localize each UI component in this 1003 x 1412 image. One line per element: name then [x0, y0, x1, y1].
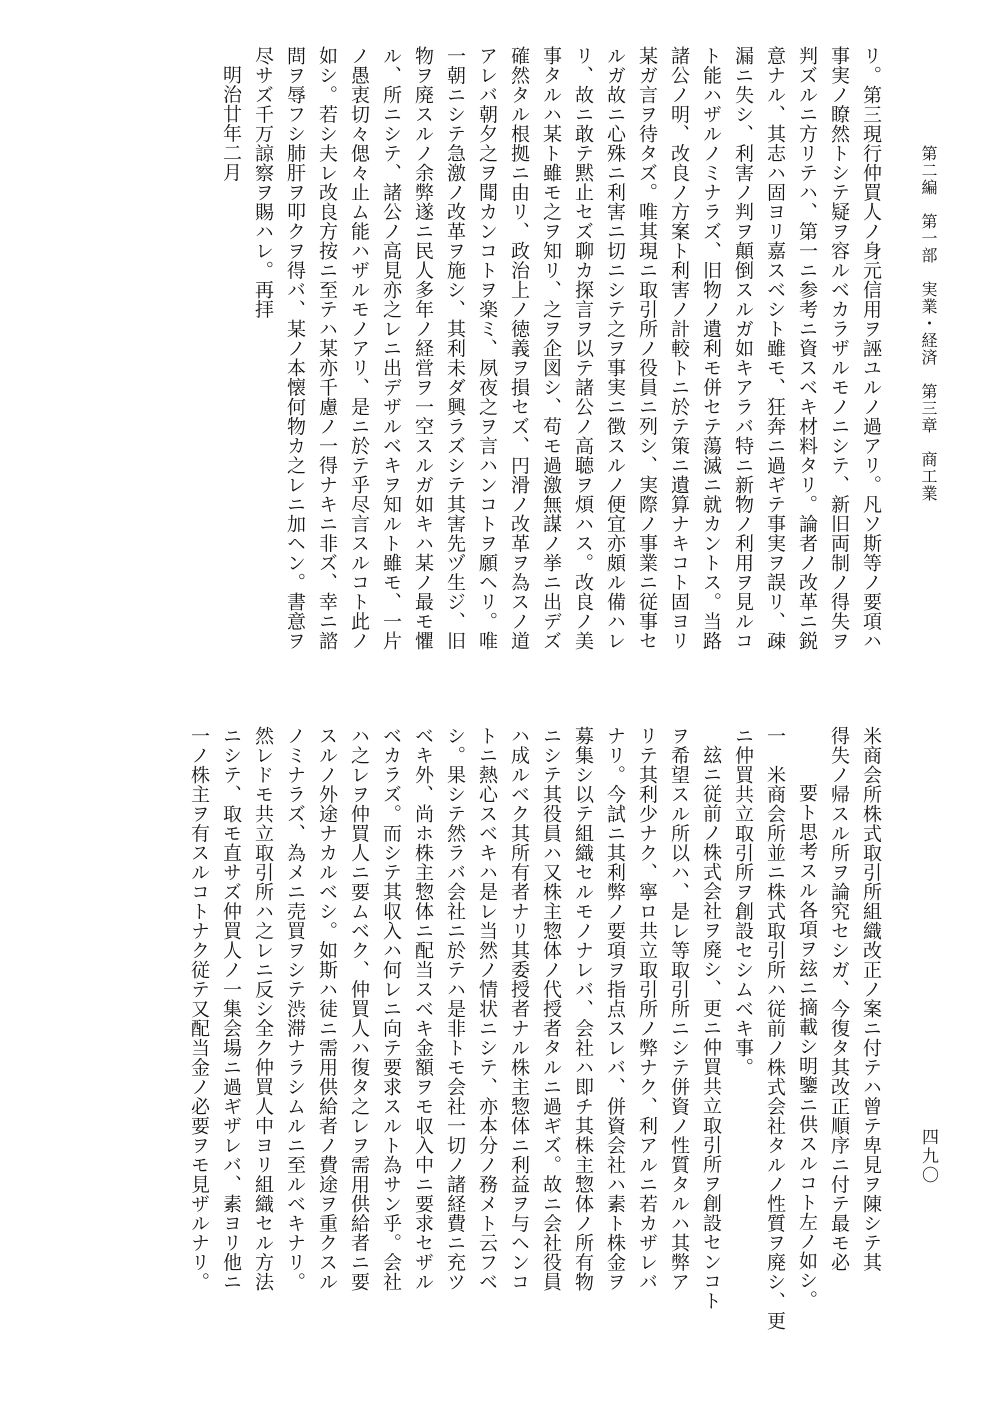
- text-column: リテ其利少ナク、寧ロ共立取引所ノ弊ナク、利アルニ若カザレバ: [636, 726, 658, 1292]
- text-column: 得失ノ帰スル所ヲ論究セシガ、今復タ其改正順序ニ付テ最モ必: [828, 726, 850, 1272]
- text-column: 如シ。若シ夫レ改良方按ニ至テハ某亦千慮ノ一得ナキニ非ズ、幸ニ諮: [316, 46, 338, 651]
- text-column: 事実ノ瞭然トシテ疑ヲ容ルベカラザルモノニシテ、新旧両制ノ得失ヲ: [828, 46, 850, 651]
- text-column: ニシテ、取モ直サズ仲買人ノ一集会場ニ過ギザレバ、素ヨリ他ニ: [220, 726, 242, 1292]
- text-column: 意ナル、其志ハ固ヨリ嘉スベシト雖モ、狂奔ニ過ギテ事実ヲ誤リ、疎: [764, 46, 786, 651]
- list-item-heading: 一 米商会所並ニ株式取引所ハ従前ノ株式会社タルノ性質ヲ廃シ、更: [764, 726, 786, 1331]
- text-column: 事タルハ某ト雖モ之ヲ知リ、之ヲ企図シ、苟モ過激無謀ノ挙ニ出デズ: [540, 46, 562, 651]
- text-column: ヲ希望スル所以ハ、是レ等取引所ニシテ併資ノ性質タルハ其弊ア: [668, 726, 690, 1292]
- text-column: ノミナラズ、為メニ売買ヲシテ渋滞ナラシムルニ至ルベキナリ。: [284, 726, 306, 1292]
- text-column: 漏ニ失シ、利害ノ判ヲ顛倒スルガ如キアラバ特ニ新物ノ利用ヲ見ルコ: [732, 46, 754, 651]
- text-column: 物ヲ廃スルノ余弊遂ニ民人多年ノ経営ヲ一空スルガ如キハ某ノ最モ懼: [412, 46, 434, 651]
- text-column: リ、故ニ敢テ黙止セズ聊カ探言ヲ以テ諸公ノ高聴ヲ煩ハス。改良ノ美: [572, 46, 594, 651]
- text-column: ベカラズ。而シテ其収入ハ何レニ向テ要求スルト為サン乎。会社: [380, 726, 402, 1292]
- text-column: ニシテ其役員ハ又株主惣体ノ代授者タルニ過ギズ。故ニ会社役員: [540, 726, 562, 1292]
- text-column: 問ヲ辱フシ肺肝ヲ叩クヲ得バ、某ノ本懐何物カ之レニ加ヘン。書意ヲ: [284, 46, 306, 651]
- text-column: ル、所ニシテ、諸公ノ高見亦之レニ出デザルベキヲ知ルト雖モ、一片: [380, 46, 402, 651]
- text-column: 玆ニ従前ノ株式会社ヲ廃シ、更ニ仲買共立取引所ヲ創設センコト: [700, 745, 722, 1311]
- text-column: ナリ。今試ニ其利弊ノ要項ヲ指点スレバ、併資会社ハ素ト株金ヲ: [604, 726, 626, 1292]
- running-head: 第二編 第一部 実業・経済 第三章 商工業: [919, 145, 938, 502]
- text-column: 然レドモ共立取引所ハ之レニ反シ全ク仲買人中ヨリ組織セル方法: [252, 726, 274, 1292]
- text-column: 確然タル根拠ニ由リ、政治上ノ徳義ヲ損セズ、円滑ノ改革ヲ為スノ道: [508, 46, 530, 651]
- text-column: 判ズルニ方リテハ、第一ニ参考ニ資スベキ材料タリ。論者ノ改革ニ鋭: [796, 46, 818, 651]
- text-column: ト能ハザルノミナラズ、旧物ノ遺利モ併セテ蕩滅ニ就カントス。当路: [700, 46, 722, 651]
- text-column: ハ之レヲ仲買人ニ要ムベク、仲買人ハ復タ之レヲ需用供給者ニ要: [348, 726, 370, 1292]
- text-column: トニ熱心スベキハ是レ当然ノ情状ニシテ、亦本分ノ務メト云フベ: [476, 726, 498, 1292]
- text-column: スルノ外途ナカルベシ。如斯ハ徒ニ需用供給者ノ費途ヲ重クスル: [316, 726, 338, 1292]
- text-column: リ。第三現行仲買人ノ身元信用ヲ誣ユルノ過アリ。凡ソ斯等ノ要項ハ: [860, 46, 882, 651]
- text-column: 尽サズ千万諒察ヲ賜ハレ。再拝: [252, 46, 274, 319]
- text-column: ベキ外、尚ホ株主惣体ニ配当スベキ金額ヲモ収入中ニ要求セザル: [412, 726, 434, 1292]
- text-column: 一朝ニシテ急激ノ改革ヲ施シ、其利未ダ興ラズシテ其害先ヅ生ジ、旧: [444, 46, 466, 651]
- text-column: ハ成ルベク其所有者ナリ其委授者ナル株主惣体ニ利益ヲ与ヘンコ: [508, 726, 530, 1292]
- text-column: 一ノ株主ヲ有スルコトナク従テ又配当金ノ必要ヲモ見ザルナリ。: [188, 726, 210, 1292]
- text-column: 米商会所株式取引所組織改正ノ案ニ付テハ曾テ卑見ヲ陳シテ其: [860, 726, 882, 1272]
- text-column: ルガ故ニ心殊ニ利害ニ切ニシテ之ヲ事実ニ徴スルノ便宜亦頗ル備ハレ: [604, 46, 626, 651]
- text-column: シ。果シテ然ラバ会社ニ於テハ是非トモ会社一切ノ諸経費ニ充ツ: [444, 726, 466, 1292]
- lower-text-block: [183, 726, 887, 1331]
- upper-text-block: [215, 46, 887, 651]
- text-column: 募集シ以テ組織セルモノナレバ、会社ハ即チ其株主惣体ノ所有物: [572, 726, 594, 1292]
- page-number: 四九〇: [918, 1128, 938, 1185]
- text-column: ニ仲買共立取引所ヲ創設セシムベキ事。: [732, 726, 754, 1077]
- text-column: ノ愚衷切々偲々止ム能ハザルモノアリ、是ニ於テ乎尽言スルコト此ノ: [348, 46, 370, 651]
- date-signature: 明治廿年二月: [220, 65, 242, 182]
- text-column: 某ガ言ヲ待タズ。唯其現ニ取引所ノ役員ニ列シ、実際ノ事業ニ従事セ: [636, 46, 658, 651]
- text-column: 要ト思考スル各項ヲ玆ニ摘載シ明鑒ニ供スルコト左ノ如シ。: [796, 783, 818, 1310]
- text-column: アレバ朝夕之ヲ聞カンコトヲ楽ミ、夙夜之ヲ言ハンコトヲ願ヘリ。唯: [476, 46, 498, 651]
- text-column: 諸公ノ明、改良ノ方案ト利害ノ計較トニ於テ策ニ遺算ナキコト固ヨリ: [668, 46, 690, 651]
